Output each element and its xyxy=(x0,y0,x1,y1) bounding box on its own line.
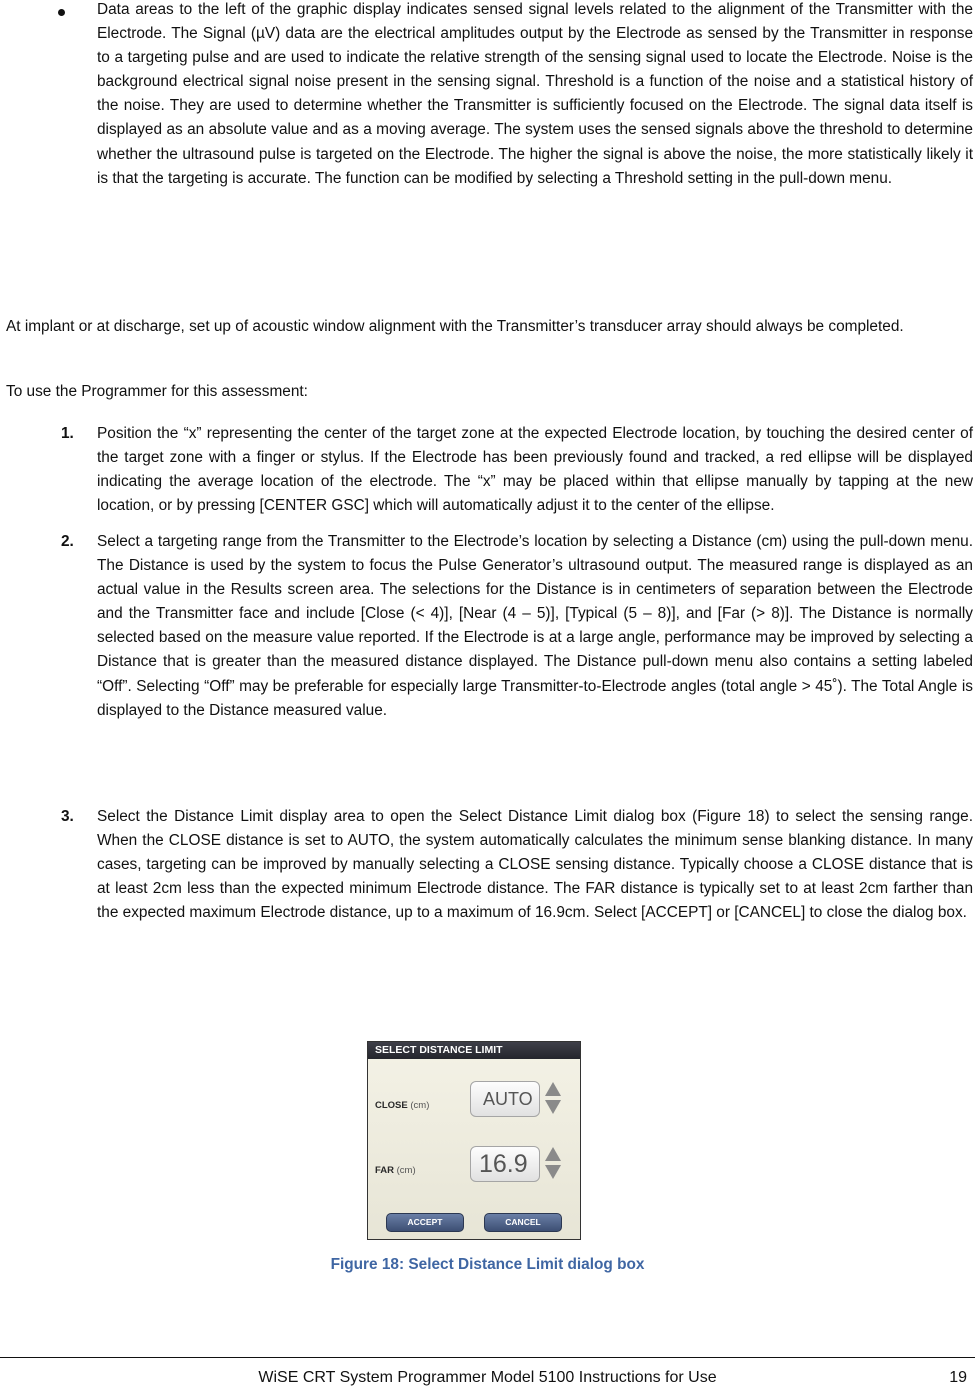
step-text: Select the Distance Limit display area to open the Select Distance Limit dialog box (Figure 18) to select the sensing range. When the CLOSE distance is set to AUTO, the system automatically calculates the minimum sense blanking distance. In many cases, targeting can be improved by manually selecting a CLOSE sensing distance. Typically choose a CLOSE distance that is at least 2cm less than the expected minimum Electrode distance. The FAR distance is typically set to at least 2cm farther than the expected maximum Electrode distance, up to a maximum of 16.9cm. Select [ACCEPT] or [CANCEL] to close the dialog box. xyxy=(97,808,973,922)
arrow-up-icon[interactable] xyxy=(545,1147,561,1161)
close-stepper[interactable] xyxy=(544,1082,562,1114)
arrow-up-icon[interactable] xyxy=(545,1082,561,1096)
close-label-group xyxy=(375,1094,429,1118)
close-label: CLOSE xyxy=(375,1100,408,1111)
cancel-button[interactable]: CANCEL xyxy=(484,1213,562,1232)
close-value: AUTO xyxy=(483,1089,533,1109)
step-text: Position the “x” representing the center of the target zone at the expected Electrode location, by touching the desired center of the target zone with a finger or stylus. If the Electrode has been previously found and tracked, a red ellipse will be displayed indicating the average location of the electrode. The “x” may be placed within that ellipse manually by tapping at the new location, or by pressing [CENTER GSC] which will automatically adjust it to the center of the ellipse. xyxy=(97,425,973,515)
paragraph-implant: At implant or at discharge, set up of acoustic window alignment with the Transmitter’s transducer array should always be completed. xyxy=(6,318,904,335)
step-number: 1. xyxy=(61,425,74,442)
arrow-down-icon[interactable] xyxy=(545,1165,561,1179)
far-value-field[interactable] xyxy=(470,1146,540,1182)
dialog-title: SELECT DISTANCE LIMIT xyxy=(368,1042,580,1059)
far-stepper[interactable] xyxy=(544,1147,562,1179)
select-distance-limit-dialog xyxy=(367,1041,581,1240)
step-number: 3. xyxy=(61,808,74,825)
close-unit: (cm) xyxy=(410,1100,430,1111)
accept-button[interactable]: ACCEPT xyxy=(386,1213,464,1232)
close-value-field[interactable] xyxy=(470,1081,540,1117)
step-number: 2. xyxy=(61,533,74,550)
far-unit: (cm) xyxy=(396,1165,416,1176)
bullet-paragraph: Data areas to the left of the graphic display indicates sensed signal levels related to the alignment of the Transmitter with the Electrode. The Signal (µV) data are the electrical amplitudes output by the Electrode as sensed by the Transmitter in response to a targeting pulse and are used to indicate the relative strength of the sensing signal used to locate the Electrode. Noise is the background electrical signal noise present in the sensing signal. Threshold is a function of the noise and a statistical history of the noise. They are used to determine whether the Transmitter is sufficiently focused on the Electrode. The signal data itself is displayed as an absolute value and as a moving average. The system uses the sensed signals above the threshold to determine whether the ultrasound pulse is targeted on the Electrode. The higher the signal is above the noise, the more statistically likely it is that the targeting is accurate. The function can be modified by selecting a Threshold setting in the pull-down menu. xyxy=(97,1,973,187)
arrow-down-icon[interactable] xyxy=(545,1100,561,1114)
paragraph-intro: To use the Programmer for this assessment: xyxy=(6,383,308,400)
figure-caption: Figure 18: Select Distance Limit dialog box xyxy=(330,1256,645,1273)
step-text: Select a targeting range from the Transmitter to the Electrode’s location by selecting a Distance (cm) using the pull-down menu. The Distance is used by the system to focus the Pulse Generator’s ultrasound output. The measured range is displayed as an actual value in the Results screen area. The selections for the Distance is in centimeters of separation between the Electrode and the Transmitter face and include [Close (< 4)], [Near (4 – 5)], [Typical (5 – 8)], and [Far (> 8)]. The Distance is normally selected based on the measure value reported. If the Electrode is at a large angle, performance may be improved by selecting a Distance that is greater than the measured distance displayed. The Distance pull-down menu also contains a setting labeled “Off”. Selecting “Off” may be preferable for especially large Transmitter-to-Electrode angles (total angle > 45˚). The Total Angle is displayed to the Distance measured value. xyxy=(97,533,973,719)
footer-divider xyxy=(0,1357,975,1358)
far-label-group xyxy=(375,1159,416,1183)
far-value: 16.9 xyxy=(479,1150,528,1178)
footer-title: WiSE CRT System Programmer Model 5100 Instructions for Use xyxy=(258,1369,717,1386)
bullet-dot-icon xyxy=(58,9,65,16)
page-number: 19 xyxy=(949,1369,967,1386)
far-label: FAR xyxy=(375,1165,394,1176)
